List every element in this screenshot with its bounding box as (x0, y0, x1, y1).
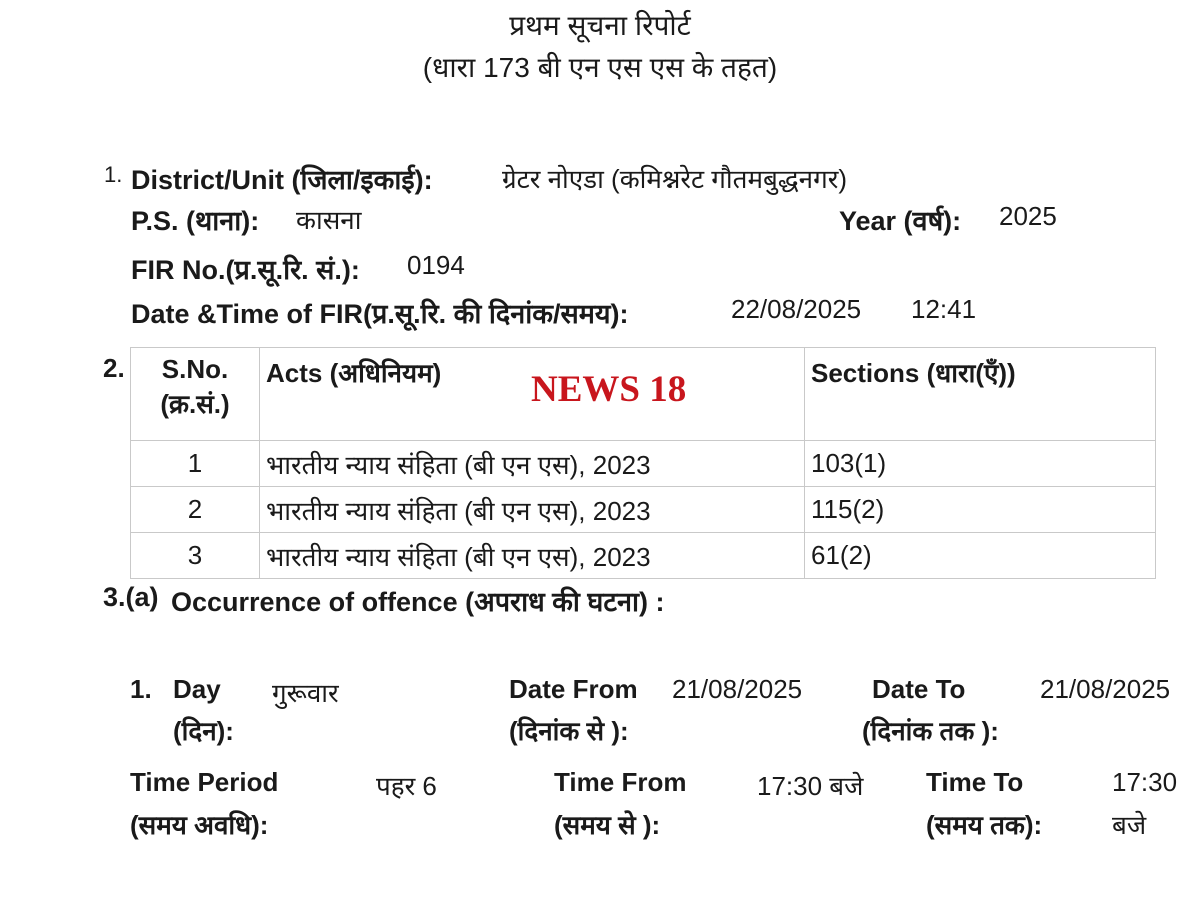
table-row (131, 441, 1156, 487)
time-to-label-hindi: (समय तक): (926, 810, 1043, 840)
row-section: 103(1) (805, 441, 1156, 487)
fir-date-value: 22/08/2025 (731, 294, 862, 324)
news18-watermark: NEWS 18 (531, 369, 687, 410)
section2-number: 2. (103, 353, 125, 383)
row-sno: 3 (131, 533, 260, 579)
district-label: District/Unit (जिला/इकाई): (131, 165, 433, 195)
fir-time-value: 12:41 (911, 294, 977, 324)
time-from-label-hindi: (समय से ): (554, 810, 661, 840)
row-section: 61(2) (805, 533, 1156, 579)
day-value: गुरूवार (272, 678, 339, 708)
row-sno: 1 (131, 441, 260, 487)
police-station-value: कासना (296, 205, 362, 235)
sno-header-label: S.No. (161, 354, 229, 384)
row-act: भारतीय न्याय संहिता (बी एन एस), 2023 (260, 533, 805, 579)
time-to-value: 17:30 (1112, 767, 1178, 797)
date-to-label: Date To (872, 674, 966, 704)
time-period-label: Time Period (130, 767, 279, 797)
time-from-value: 17:30 बजे (757, 771, 864, 801)
date-to-value: 21/08/2025 (1040, 674, 1171, 704)
occurrence-item-number: 1. (130, 674, 152, 704)
table-row (131, 533, 1156, 579)
row-sno: 2 (131, 487, 260, 533)
sno-header (131, 348, 260, 441)
time-period-label-hindi: (समय अवधि): (130, 810, 269, 840)
sections-header: Sections (धारा(एँ)) (805, 348, 1156, 441)
date-from-value: 21/08/2025 (672, 674, 803, 704)
row-section: 115(2) (805, 487, 1156, 533)
date-from-label: Date From (509, 674, 638, 704)
year-value: 2025 (999, 201, 1057, 231)
section1-number: 1. (104, 162, 123, 187)
table-row (131, 487, 1156, 533)
section3-number: 3.(a) (103, 582, 159, 612)
report-title: प्रथम सूचना रिपोर्ट (509, 10, 691, 41)
time-to-label: Time To (926, 767, 1024, 797)
time-period-value: पहर 6 (376, 771, 437, 801)
row-act: भारतीय न्याय संहिता (बी एन एस), 2023 (260, 487, 805, 533)
district-value: ग्रेटर नोएडा (कमिश्नरेट गौतमबुद्धनगर) (502, 164, 848, 194)
fir-datetime-label: Date &Time of FIR(प्र.सू.रि. की दिनांक/समय): (131, 299, 629, 329)
report-subtitle: (धारा 173 बी एन एस एस के तहत) (422, 52, 778, 83)
time-from-label: Time From (554, 767, 687, 797)
fir-number-value: 0194 (407, 250, 465, 280)
sno-header-hindi: (क्र.सं.) (160, 389, 230, 419)
time-to-unit: बजे (1112, 810, 1147, 840)
day-label-hindi: (दिन): (173, 716, 234, 746)
date-to-label-hindi: (दिनांक तक ): (862, 716, 999, 746)
fir-number-label: FIR No.(प्र.सू.रि. सं.): (131, 255, 360, 285)
occurrence-heading: Occurrence of offence (अपराध की घटना) : (171, 587, 665, 617)
row-act: भारतीय न्याय संहिता (बी एन एस), 2023 (260, 441, 805, 487)
year-label: Year (वर्ष): (839, 206, 962, 236)
date-from-label-hindi: (दिनांक से ): (509, 716, 629, 746)
day-label: Day (173, 674, 221, 704)
acts-header: Acts (अधिनियम) (260, 348, 805, 441)
police-station-label: P.S. (थाना): (131, 206, 260, 236)
